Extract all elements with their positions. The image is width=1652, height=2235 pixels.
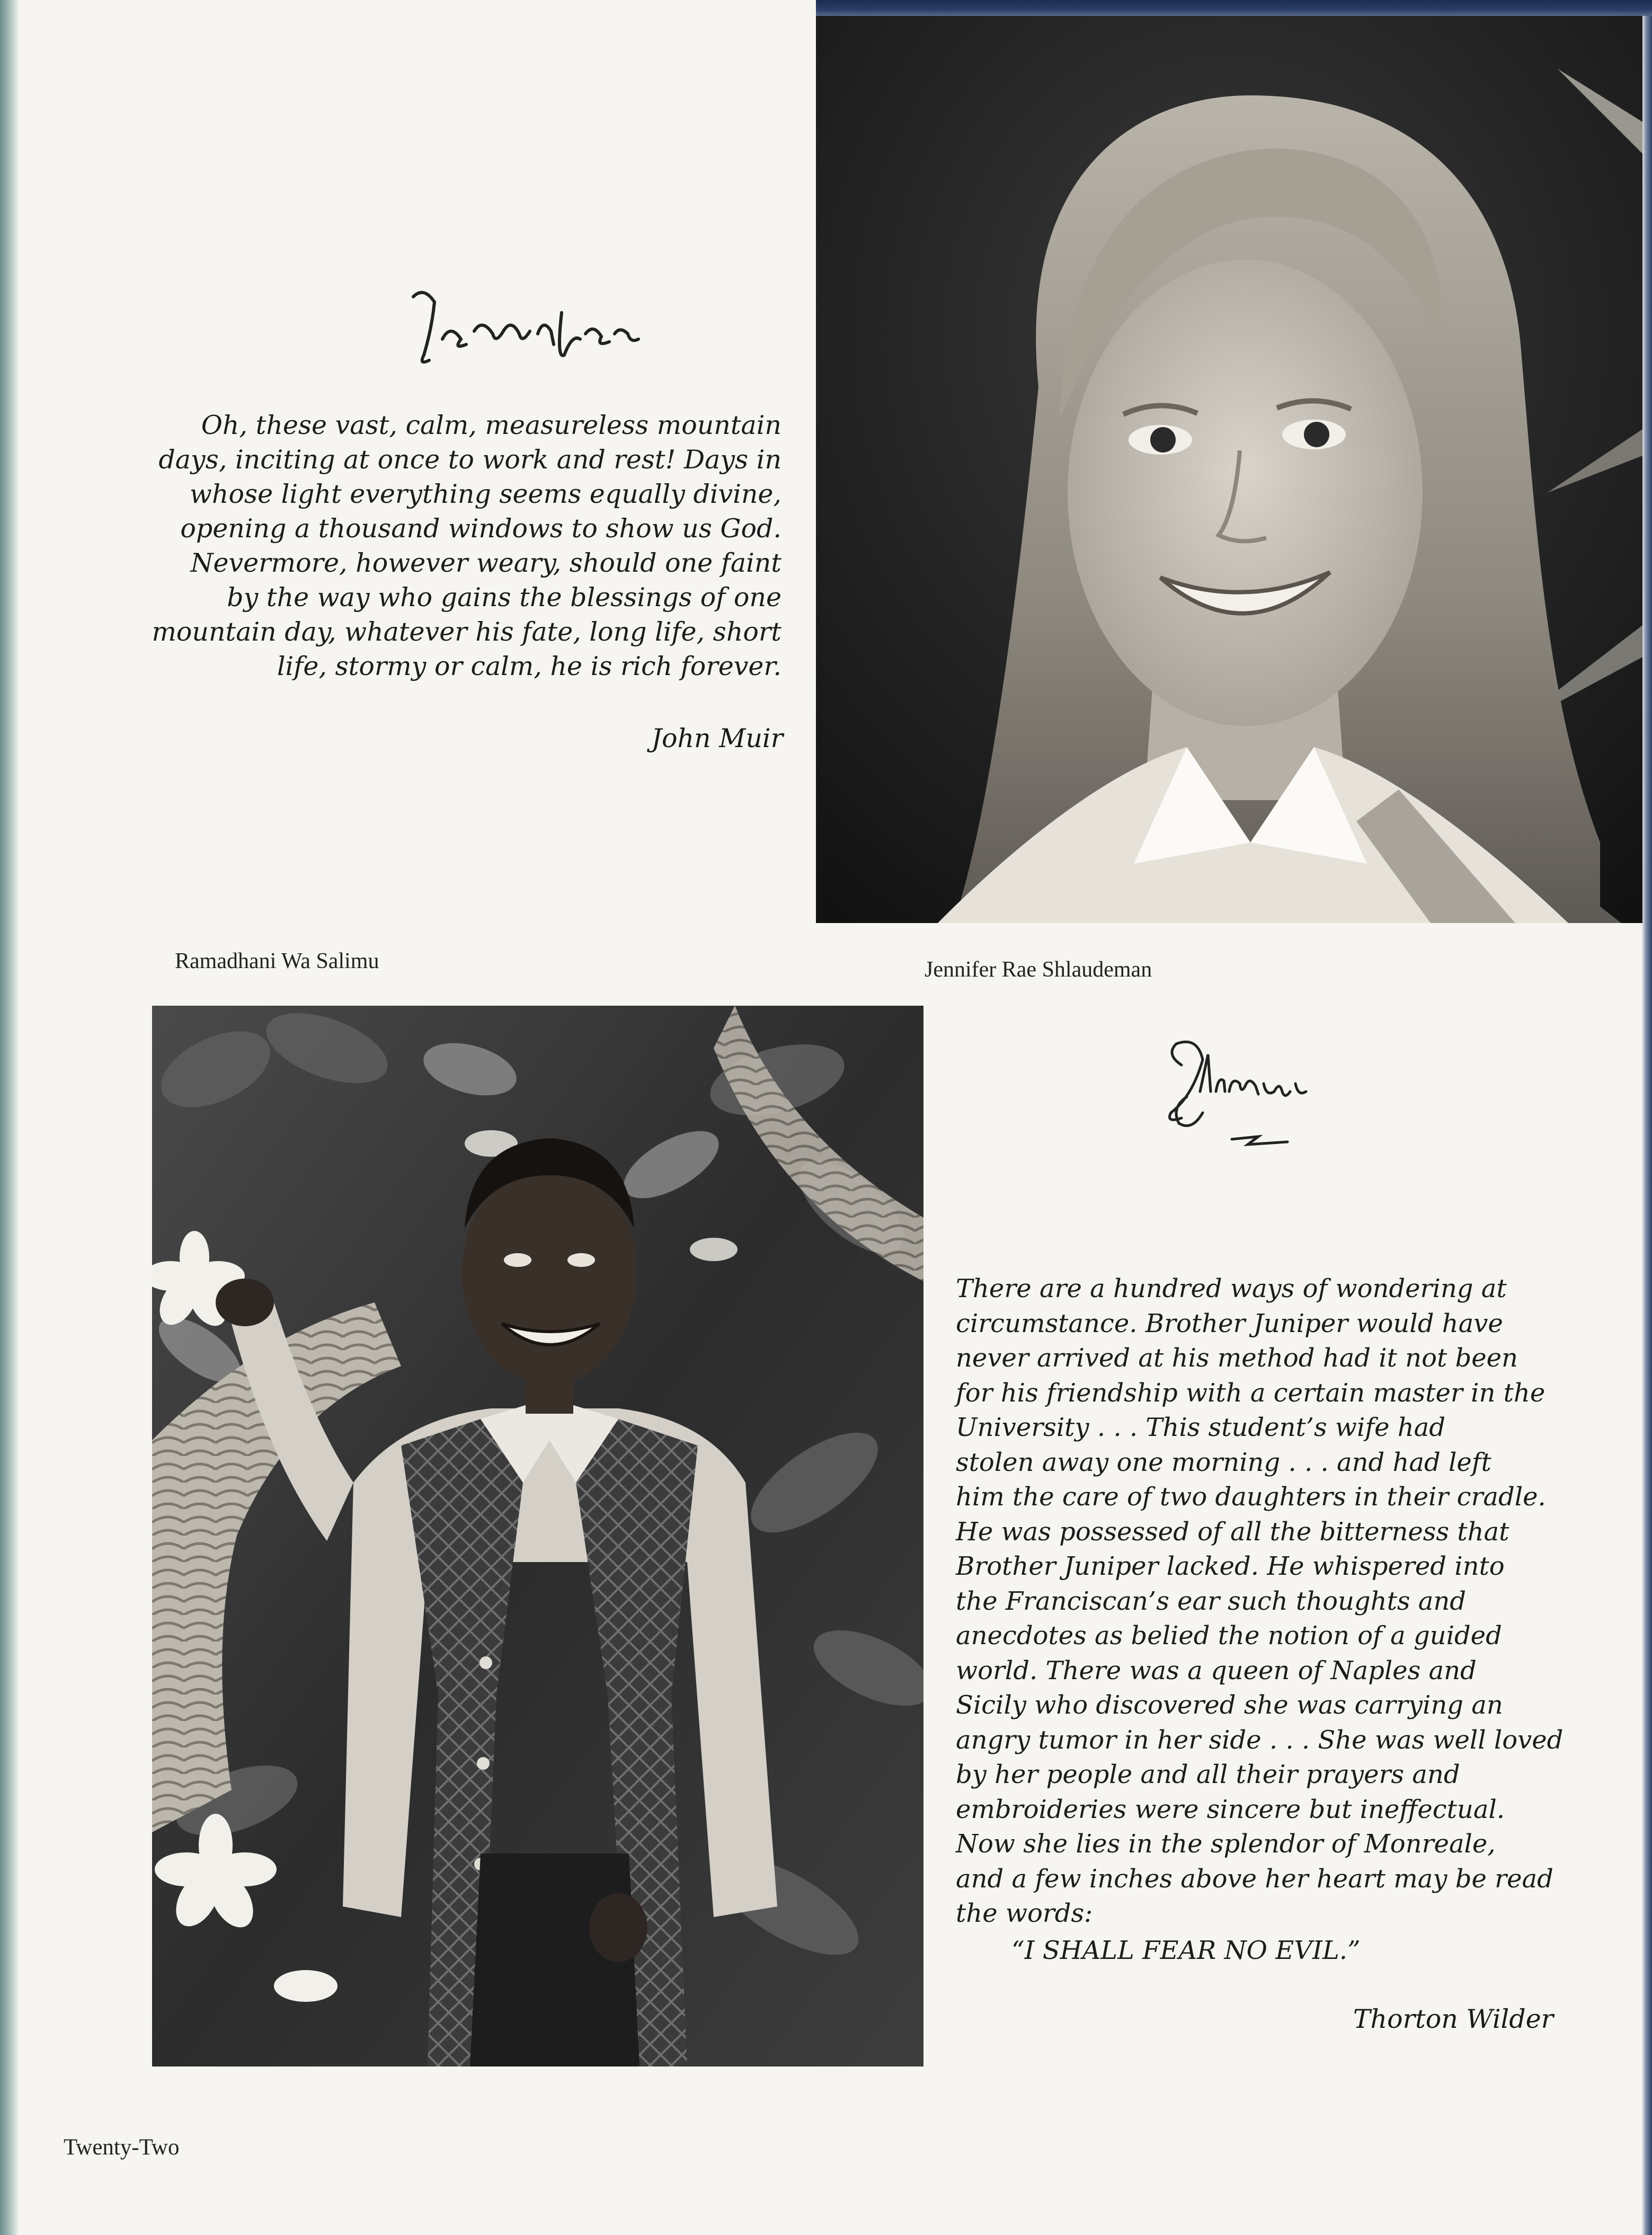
quote-author-john-muir: John Muir [651,723,783,753]
photo-caption-ramadhani: Ramadhani Wa Salimu [175,949,379,973]
quote-line: by her people and all their prayers and [956,1760,1460,1789]
quote-line: angry tumor in her side . . . She was well loved [956,1725,1564,1755]
quote-line: anecdotes as belied the notion of a guided [956,1621,1502,1651]
portrait-photo-ramadhani [152,1006,923,2067]
quote-line: for his friendship with a certain master in the [956,1378,1546,1408]
photo-caption-jennifer: Jennifer Rae Shlaudeman [925,957,1152,982]
quote-line: world. There was a queen of Naples and [956,1655,1477,1686]
quote-line: Now she lies in the splendor of Monreale, [956,1829,1496,1859]
quote-line: He was possessed of all the bitterness that [956,1516,1509,1547]
page-number: Twenty-Two [64,2135,180,2160]
page-top-edge [816,0,1652,16]
quote-author-thorton-wilder: Thorton Wilder [1353,2004,1553,2034]
quote-line: never arrived at his method had it not been [956,1343,1518,1373]
quote-line: circumstance. Brother Juniper would have [956,1308,1503,1338]
quote-line: Sicily who discovered she was carrying an [956,1690,1503,1720]
quote-line: Nevermore, however weary, should one faint [190,548,781,578]
quote-line: days, inciting at once to work and rest! Days in [158,445,781,475]
quote-line: and a few inches above her heart may be read [956,1864,1553,1894]
quote-line: Oh, these vast, calm, measureless mountain [201,410,781,440]
signature-salimu [1155,1033,1314,1155]
quote-line: stolen away one morning . . . and had left [956,1447,1491,1477]
quote-line: opening a thousand windows to show us God. [180,513,781,544]
quote-line: Brother Juniper lacked. He whispered into [956,1551,1505,1581]
quote-line: the words: [956,1899,1093,1928]
quote-line: University . . . This student’s wife had [956,1413,1445,1442]
quote-john-muir [132,408,781,684]
quote-line: him the care of two daughters in their cradle. [956,1482,1546,1512]
page-right-edge [1641,16,1652,2235]
quote-line: embroideries were sincere but ineffectual. [956,1794,1505,1824]
signature-jennifer [403,281,646,382]
quote-line: whose light everything seems equally divine, [189,479,781,509]
quote-line: the Franciscan’s ear such thoughts and [956,1586,1466,1616]
quote-line: There are a hundred ways of wondering at [956,1274,1507,1303]
quote-line: life, stormy or calm, he is rich forever. [277,651,781,681]
quote-thorton-wilder [956,1272,1565,1968]
book-binding-edge [0,0,18,2235]
quote-emphasis-line: “I SHALL FEAR NO EVIL.” [1011,1935,1361,1965]
portrait-photo-jennifer [816,16,1642,923]
quote-line: by the way who gains the blessings of one [227,582,781,613]
quote-line: mountain day, whatever his fate, long life, short [152,617,781,647]
